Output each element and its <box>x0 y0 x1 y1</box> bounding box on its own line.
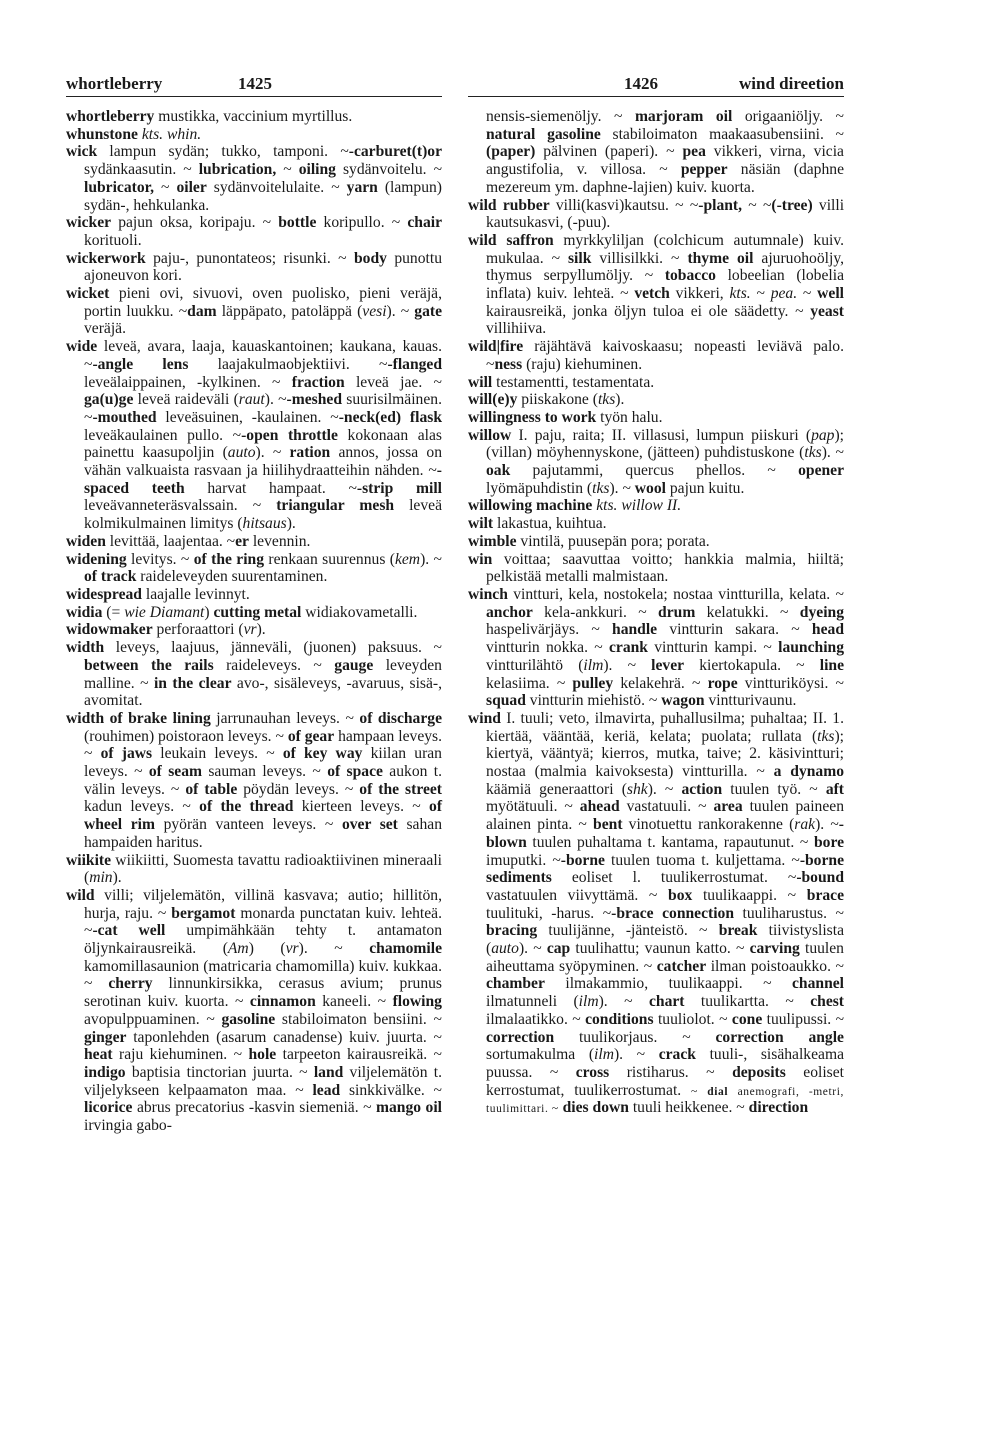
dictionary-entry: widespread laajalle levinnyt. <box>66 585 250 603</box>
dictionary-entry: widen levittää, laajentaa. ~er levennin. <box>66 532 311 550</box>
dictionary-entry: wild rubber villi(kasvi)kautsu. ~ ~-plant, ~ ~(-tree) villi kautsukasvi, (-puu). <box>468 196 845 232</box>
dictionary-entry: willingness to work työn halu. <box>468 408 663 426</box>
dictionary-entry: will(e)y piiskakone (tks). <box>468 391 625 409</box>
dictionary-entry: whunstone kts. whin. <box>66 125 202 143</box>
left-running-header <box>66 74 442 97</box>
dictionary-entry: whortleberry mustikka, vaccinium myrtillus. <box>66 108 353 125</box>
dictionary-entry: wild|fire räjähtävä kaivoskaasu; nopeasti leviävä palo. ~ness (raju) kiehuminen. <box>468 338 844 373</box>
dictionary-entry: wimble vintilä, puusepän pora; porata. <box>468 532 710 550</box>
dictionary-entry: widening levitys. ~ of the ring renkaan suurennus (kem). ~ of track raideleveyden suurentaminen. <box>66 550 442 586</box>
dictionary-entry: width leveys, laajuus, jänneväli, (juonen) paksuus. ~ between the rails raideleveys. ~ gauge leveyden malline. ~ in the clear avo-, sisäleveys, -avaruus, sisä-, avomitat. <box>66 639 442 710</box>
left-page-number: 1425 <box>238 74 272 93</box>
dictionary-entry: wick lampun sydän; tukko, tamponi. ~-carburet(t)or sydänkaasutin. ~ lubrication, ~ oiling sydänvoitelu. ~ lubricator, ~ oiler sydänvoitelulaite. ~ yarn (lampun) sydän-, hehkulanka. <box>66 143 443 214</box>
right-column <box>468 108 844 1117</box>
dictionary-entry: width of brake lining jarrunauhan leveys. ~ of discharge (rouhimen) poistoraon leveys. ~ of gear hampaan leveys. ~ of jaws leukain leveys. ~ of key way kiilan uran leveys. ~ of seam sauman leveys. ~ of space aukon t. välin leveys. ~ of table pöydän leveys. ~ of the street kadun leveys. ~ of the thread kierteen leveys. ~ of wheel rim pyörän vanteen leveys. ~ over set sahan hampaiden haritus. <box>66 709 443 851</box>
dictionary-entry: widia (= wie Diamant) cutting metal widiakovametalli. <box>66 603 418 621</box>
dictionary-entry: wiikite wiikiitti, Suomesta tavattu radioaktiivinen mineraali (min). <box>66 851 442 887</box>
left-column <box>66 108 442 1135</box>
dictionary-entry: wilt lakastua, kuihtua. <box>468 515 607 533</box>
dictionary-entry: wind I. tuuli; veto, ilmavirta, puhallusilma; puhaltaa; II. 1. kiertää, vääntää, keriä, kelata; puolata; rullata (tks); kiertyä, vääntyä; kierros, mutka, taive; 2. käsivintturi; nostaa (malmia kaivoksesta) vintturilla. ~ a dynamo käämiä generaattori (shk). ~ action tuulen työ. ~ aft myötätuuli. ~ ahead vastatuuli. ~ area tuulen paineen alainen pinta. ~ bent vinotuettu rankorakenne (rak). ~-blown tuulen puhaltama t. kantama, rapautunut. ~ bore imuputki. ~-borne tuulen tuoma t. kuljettama. ~-borne sediments eoliset l. tuulikerrostumat. ~-bound vastatuulen viivyttämä. ~ box tuulikaappi. ~ brace tuulituki, -harus. ~-brace connection tuuliharustus. ~ bracing tuulijänne, -jänteistö. ~ break tiivistyslista (auto). ~ cap tuulihattu; vaunun katto. ~ carving tuulen aiheuttama syöpyminen. ~ catcher ilman poistoaukko. ~ chamber ilmakammio, tuulikaappi. ~ channel ilmatunneli (ilm). ~ chart tuulikartta. ~ chest ilmalaatikko. ~ conditions tuuliolot. ~ cone tuulipussi. ~ correction tuulikorjaus. ~ correction angle sortumakulma (ilm). ~ crack tuuli-, sisähalkeama puussa. ~ cross ristiharus. ~ deposits eoliset kerrostumat, tuulikerrostumat. ~ dial anemografi, -metri, tuulimittari. ~ dies down tuuli heikkenee. ~ direction <box>468 709 845 1117</box>
dictionary-entry: wild saffron myrkkyliljan (colchicum autumnale) kuiv. mukulaa. ~ silk villisilkki. ~ thyme oil ajuruohoöljy, thymus serpyllumöljy. ~ tobacco lobeelian (lobelia inflata) kuiv. lehteä. ~ vetch vikkeri, kts. ~ pea. ~ well kairausreikä, jonka öljyn tuloa ei ole säädetty. ~ yeast villihiiva. <box>468 231 845 338</box>
dictionary-entry: wide leveä, avara, laaja, kauaskantoinen; kaukana, kauas. ~-angle lens laajakulmaobjektiivi. ~-flanged leveälaippainen, -kylkinen. ~ fraction leveä jae. ~ ga(u)ge leveä raideväli (raut). ~-meshed suurisilmäinen. ~-mouthed leveäsuinen, -kaulainen. ~-neck(ed) flask leveäkaulainen pullo. ~-open throttle kokonaan alas painettu kaasupoljin (auto). ~ ration annos, jossa on vähän valkuaista rasvaan ja hiilihydraatteihin nähden. ~-spaced teeth harvat hampaat. ~-strip mill leveävanneteräsvalssain. ~ triangular mesh leveä kolmikulmainen limitys (hitsaus). <box>66 338 443 533</box>
dictionary-entry: nensis-siemenöljy. ~ marjoram oil origaaniöljy. ~ natural gasoline stabiloimaton maakaasubensiini. ~ (paper) pälvinen (paperi). ~ pea vikkeri, virna, vicia angustifolia, v. villosa. ~ pepper näsiän (daphne mezereum ym. daphne-lajien) kuiv. kuorta. <box>486 108 844 196</box>
dictionary-entry: willowing machine kts. willow II. <box>468 497 682 515</box>
dictionary-entry: wicker pajun oksa, koripaju. ~ bottle koripullo. ~ chair korituoli. <box>66 214 442 249</box>
right-page-number: 1426 <box>624 74 658 93</box>
dictionary-entry: will testamentti, testamentata. <box>468 373 655 391</box>
dictionary-entry: widowmaker perforaattori (vr). <box>66 621 266 639</box>
dictionary-entry: wicket pieni ovi, sivuovi, oven puolisko, pieni veräjä, portin luukku. ~dam läppäpato, patoläppä (vesi). ~ gate veräjä. <box>66 285 443 338</box>
right-guide-word: wind direetion <box>738 74 844 93</box>
dictionary-entry: winch vintturi, kela, nostokela; nostaa vintturilla, kelata. ~ anchor kela-ankkuri. ~ drum kelatukki. ~ dyeing haspelivärjäys. ~ handle vintturin sakara. ~ head vintturin nokka. ~ crank vintturin kampi. ~ launching vintturilähtö (ilm). ~ lever kiertokapula. ~ line kelasiima. ~ pulley kelakehrä. ~ rope vintturiköysi. ~ squad vintturin miehistö. ~ wagon vintturivaunu. <box>468 585 844 710</box>
dictionary-entry: wickerwork paju-, punontateos; risunki. ~ body punottu ajoneuvon kori. <box>66 249 442 285</box>
dictionary-entry: win voittaa; saavuttaa voitto; hankkia malmia, hiiltä; pelkistää metalli malmistaan. <box>468 550 844 586</box>
dictionary-entry: wild villi; viljelemätön, villinä kasvava; autio; hillitön, hurja, raju. ~ bergamot monarda punctatan kuiv. lehteä. ~-cat well umpimähkään tehty t. antamaton öljynkairausreikä. (Am) (vr). ~ chamomile kamomillasaunion (matricaria chamomilla) kuiv. kukkaa. ~ cherry linnunkirsikka, cerasus avium; prunus serotinan kuiv. kuorta. ~ cinnamon kaneeli. ~ flowing avopulppuaminen. ~ gasoline stabiloimaton bensiini. ~ ginger taponlehden (asarum canadense) kuiv. juurta. ~ heat raju kiehuminen. ~ hole tarpeeton kairausreikä. ~ indigo baptisia tinctorian juurta. ~ land viljelemätön t. viljelykseen kelpaamaton maa. ~ lead sinkkivälke. ~ licorice abrus precatorius -kasvin siemeniä. ~ mango oil irvingia gabo- <box>66 886 442 1135</box>
left-guide-word: whortleberry <box>66 74 163 93</box>
right-running-header <box>468 74 844 97</box>
dictionary-entry: willow I. paju, raita; II. villasusi, lumpun piiskuri (pap); (villan) möyhennyskone, (jätteen) puhdistuskone (tks). ~ oak pajutammi, quercus phellos. ~ opener lyömäpuhdistin (tks). ~ wool pajun kuitu. <box>468 426 844 497</box>
